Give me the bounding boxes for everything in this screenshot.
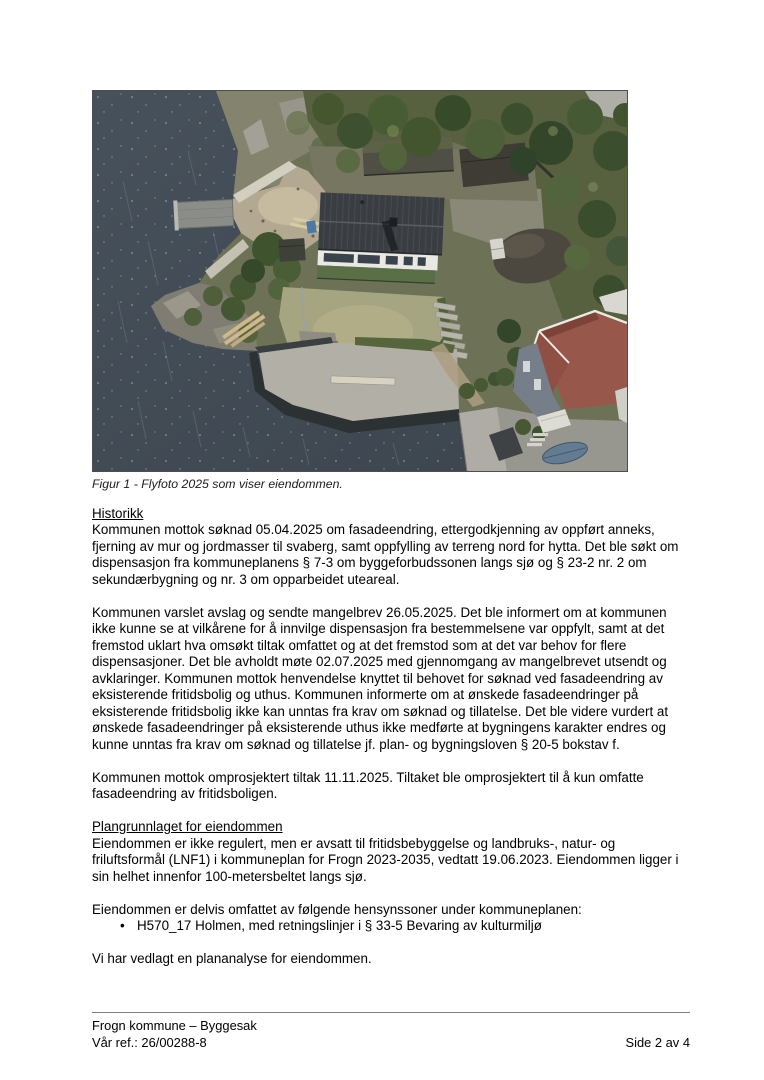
page-footer xyxy=(92,1012,690,1051)
footer-page-indicator: Side 2 av 4 xyxy=(625,1035,690,1050)
paragraph-plangrunnlag-2: Eiendommen er delvis omfattet av følgende hensynssoner under kommuneplanen: xyxy=(92,901,582,917)
list-item: • H570_17 Holmen, med retningslinjer i § 33-5 Bevaring av kulturmiljø xyxy=(92,918,690,935)
cabin xyxy=(317,192,445,283)
woodshed xyxy=(278,238,305,262)
figure-caption: Figur 1 - Flyfoto 2025 som viser eiendommen. xyxy=(92,477,343,491)
footer-org: Frogn kommune – Byggesak xyxy=(92,1018,257,1033)
paragraph-historikk-2: Kommunen varslet avslag og sendte mangelbrev 26.05.2025. Det ble informert om at kommunen ikke kunne se at vilkårene for å innvilge dispensasjon fra bestemmelsene var oppfylt, samt at det fremstod uklart hva omsøkt tiltak omfattet og at det fremstod som at det var behov for flere dispensasjoner. Det ble avholdt møte 02.07.2025 med gjennomgang av mangelbrevet utsendt og avklaringer. Kommunen mottok henvendelse knyttet til behovet for søknad ved fasadeendring av eksisterende fritidsbolig og uthus. Kommunen informerte om at ønskede fasadeendringer på eksisterende fritidsbolig ikke kan unntas fra krav om søknad og tillatelse. Det ble videre vurdert at ønskede fasadeendringer på eksisterende uthus ikke medførte at bygningens karakter endres og kunne unntas fra krav om søknad og tillatelse jf. plan- og bygningsloven § 20-5 bokstav f. xyxy=(92,604,669,752)
paragraph-historikk-1: Kommunen mottok søknad 05.04.2025 om fasadeendring, ettergodkjenning av oppført anneks, fjerning av mur og jordmasser til svaberg, samt oppfylling av terreng nord for hytta. Det ble søkt om dispensasjon fra kommuneplanens § 7-3 om byggeforbudssonen langs sjø og § 23-2 nr. 2 om sekundærbygning og nr. 3 om opparbeidet uteareal. xyxy=(92,522,679,587)
section-heading-historikk: Historikk xyxy=(92,505,144,521)
dock xyxy=(173,198,233,231)
aerial-photo xyxy=(92,90,628,472)
aerial-photo-figure xyxy=(92,90,690,492)
blue-tarp xyxy=(306,220,317,233)
paragraph-historikk-3: Kommunen mottok omprosjektert tiltak 11.11.2025. Tiltaket ble omprosjektert til å kun omfatte fasadeendring av fritidsboligen. xyxy=(92,769,644,801)
paragraph-closing: Vi har vedlagt en plananalyse for eiendommen. xyxy=(92,951,372,966)
hensynssoner-list xyxy=(92,918,690,935)
document-content xyxy=(92,90,690,968)
footer-ref: Vår ref.: 26/00288-8 xyxy=(92,1034,207,1050)
section-heading-plangrunnlag: Plangrunnlaget for eiendommen xyxy=(92,819,283,834)
paragraph-plangrunnlag-1: Eiendommen er ikke regulert, men er avsatt til fritidsbebyggelse og landbruks-, natur- og friluftsformål (LNF1) i kommuneplan for Frogn 2023-2035, vedtatt 19.06.2023. Eiendommen ligger i sin helhet innenfor 100-metersbeltet langs sjø. xyxy=(92,835,679,884)
aerial-photo-drawing xyxy=(93,91,627,471)
